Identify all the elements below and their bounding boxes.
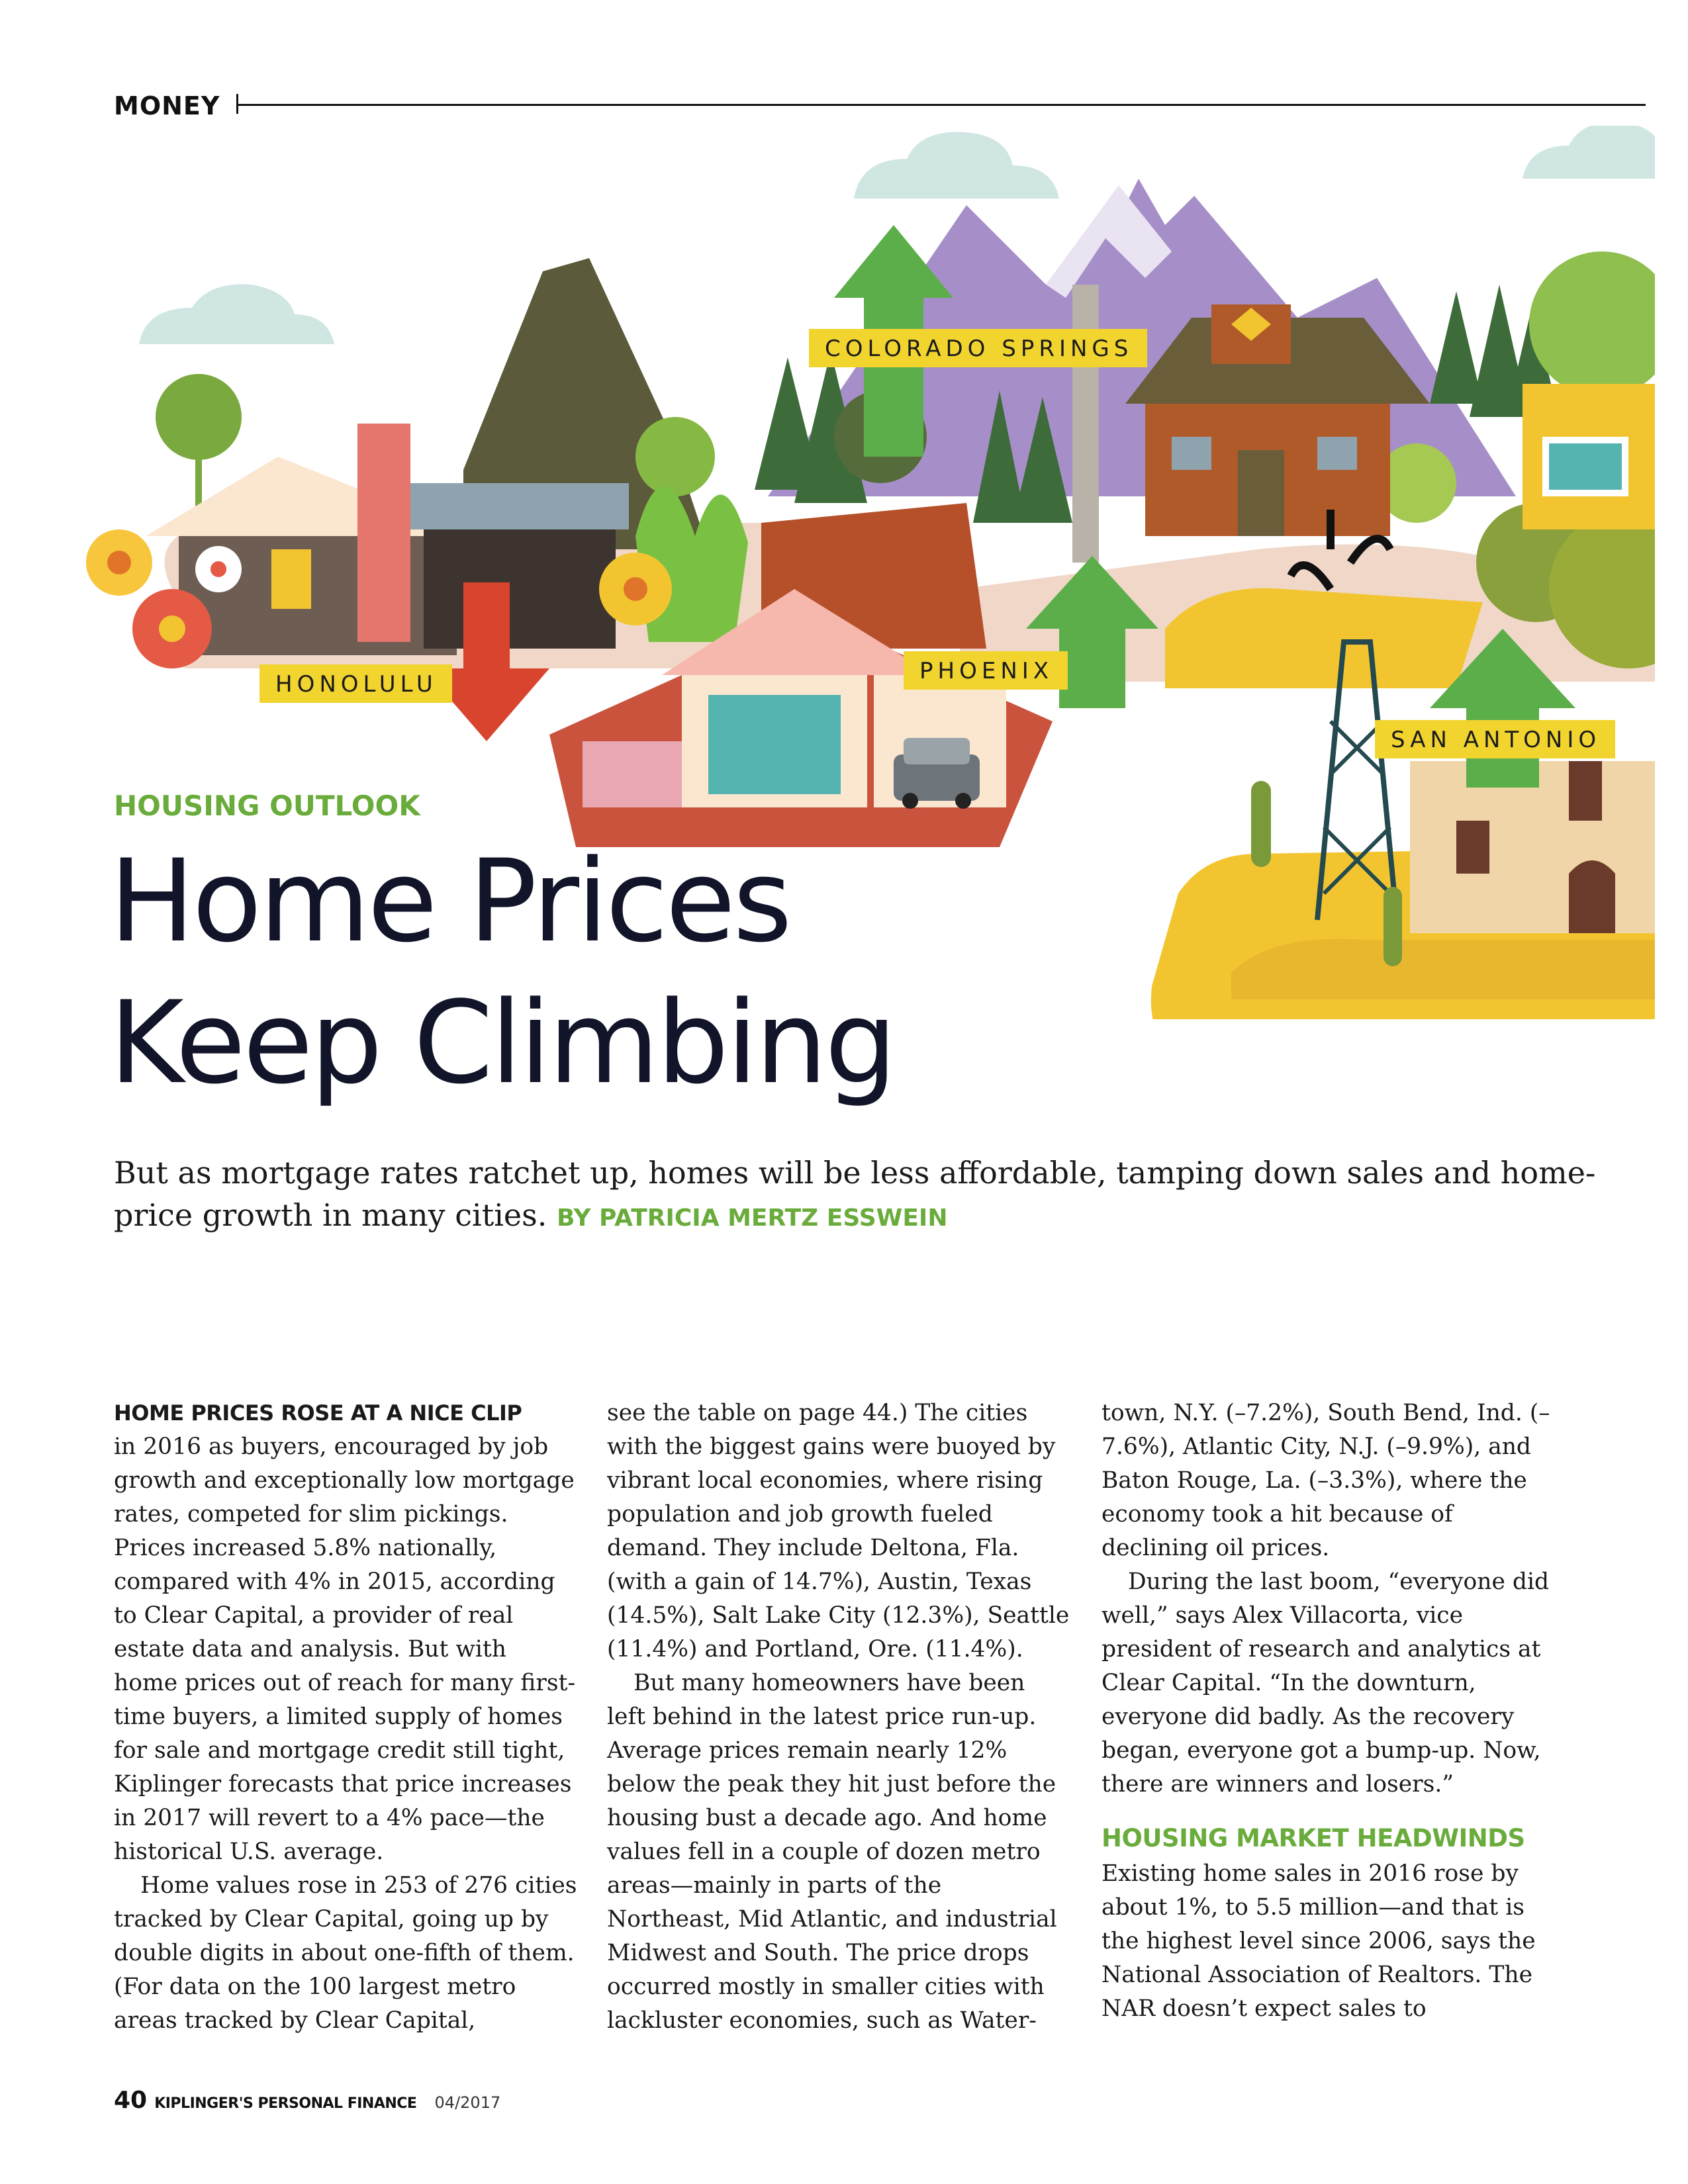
kicker: HOUSING OUTLOOK xyxy=(114,790,420,822)
body-column-3 xyxy=(1102,1396,1565,2026)
magazine-name: KIPLINGER'S PERSONAL FINANCE xyxy=(154,2095,417,2112)
section-header xyxy=(114,91,1646,118)
dek-text: But as mortgage rates ratchet up, homes will be less affordable, tamping down sales and home-price growth in many cities. xyxy=(114,1155,1596,1233)
paragraph: Home values rose in 253 of 276 cities tracked by Clear Capital, going up by double digits in about one-fifth of them. (For data on the 100 largest metro areas tracked by Clear Capital, xyxy=(114,1872,577,2034)
city-tag-honolulu: HONOLULU xyxy=(259,664,452,703)
paragraph: Existing home sales in 2016 rose by about 1%, to 5.5 million—and that is the highest level since 2006, says the National Association of Realtors. The NAR doesn’t expect sales to xyxy=(1102,1860,1536,2022)
headline-line-2: Keep Climbing xyxy=(109,976,895,1109)
city-tag-colorado-springs: COLORADO SPRINGS xyxy=(809,329,1147,367)
section-rule xyxy=(238,104,1646,106)
paragraph-text: in 2016 as buyers, encouraged by job growth and exceptionally low mortgage rates, competed for slim pickings. Prices increased 5.8% nationally, compared with 4% in 2015, according to Clear Capital, a provider of real estate data and analysis. But with home prices out of reach for many first-time buyers, a limited supply of homes for sale and mortgage credit still tight, Kiplinger forecasts that price increases in 2017 will revert to a 4% pace—the historical U.S. average. xyxy=(114,1433,576,1865)
paragraph: town, N.Y. (–7.2%), South Bend, Ind. (–7.6%), Atlantic City, N.J. (–9.9%), and Baton Rouge, La. (–3.3%), where the economy took a hit because of declining oil prices. xyxy=(1102,1400,1550,1561)
city-tag-phoenix: PHOENIX xyxy=(904,651,1068,690)
paragraph: see the table on page 44.) The cities with the biggest gains were buoyed by vibrant local economies, where rising population and job growth fueled demand. They include Deltona, Fla. (with a gain of 14.7%), Austin, Texas (14.5%), Salt Lake City (12.3%), Seattle (11.4%) and Portland, Ore. (11.4%). xyxy=(607,1400,1070,1662)
body-column-1 xyxy=(114,1396,577,2038)
headline-line-1: Home Prices xyxy=(109,835,790,968)
headline xyxy=(109,831,894,1114)
paragraph xyxy=(114,1396,577,1869)
lead-in: HOME PRICES ROSE AT A NICE CLIP xyxy=(114,1400,522,1426)
paragraph: During the last boom, “everyone did well,” says Alex Villacorta, vice president of research and analytics at Clear Capital. “In the downturn, everyone did badly. As the recovery began, everyone got a bump-up. Now, there are winners and losers.” xyxy=(1102,1569,1550,1797)
body-column-2 xyxy=(607,1396,1070,2038)
issue-date: 04/2017 xyxy=(434,2093,501,2112)
subhead: HOUSING MARKET HEADWINDS xyxy=(1102,1824,1525,1852)
car-icon xyxy=(894,738,980,809)
dek xyxy=(114,1152,1603,1240)
paragraph: But many homeowners have been left behind in the latest price run-up. Average prices remain nearly 12% below the peak they hit just before the housing bust a decade ago. And home values fell in a couple of dozen metro areas—mainly in parts of the Northeast, Mid Atlantic, and industrial Midwest and South. The price drops occurred mostly in smaller cities with lackluster economies, such as Water- xyxy=(607,1670,1057,2034)
house-icon xyxy=(1523,384,1655,529)
section-label: MONEY xyxy=(114,91,220,120)
byline: BY PATRICIA MERTZ ESSWEIN xyxy=(556,1205,948,1232)
page-number: 40 xyxy=(114,2087,148,2114)
page-footer xyxy=(114,2087,500,2113)
city-tag-san-antonio: SAN ANTONIO xyxy=(1375,720,1615,758)
